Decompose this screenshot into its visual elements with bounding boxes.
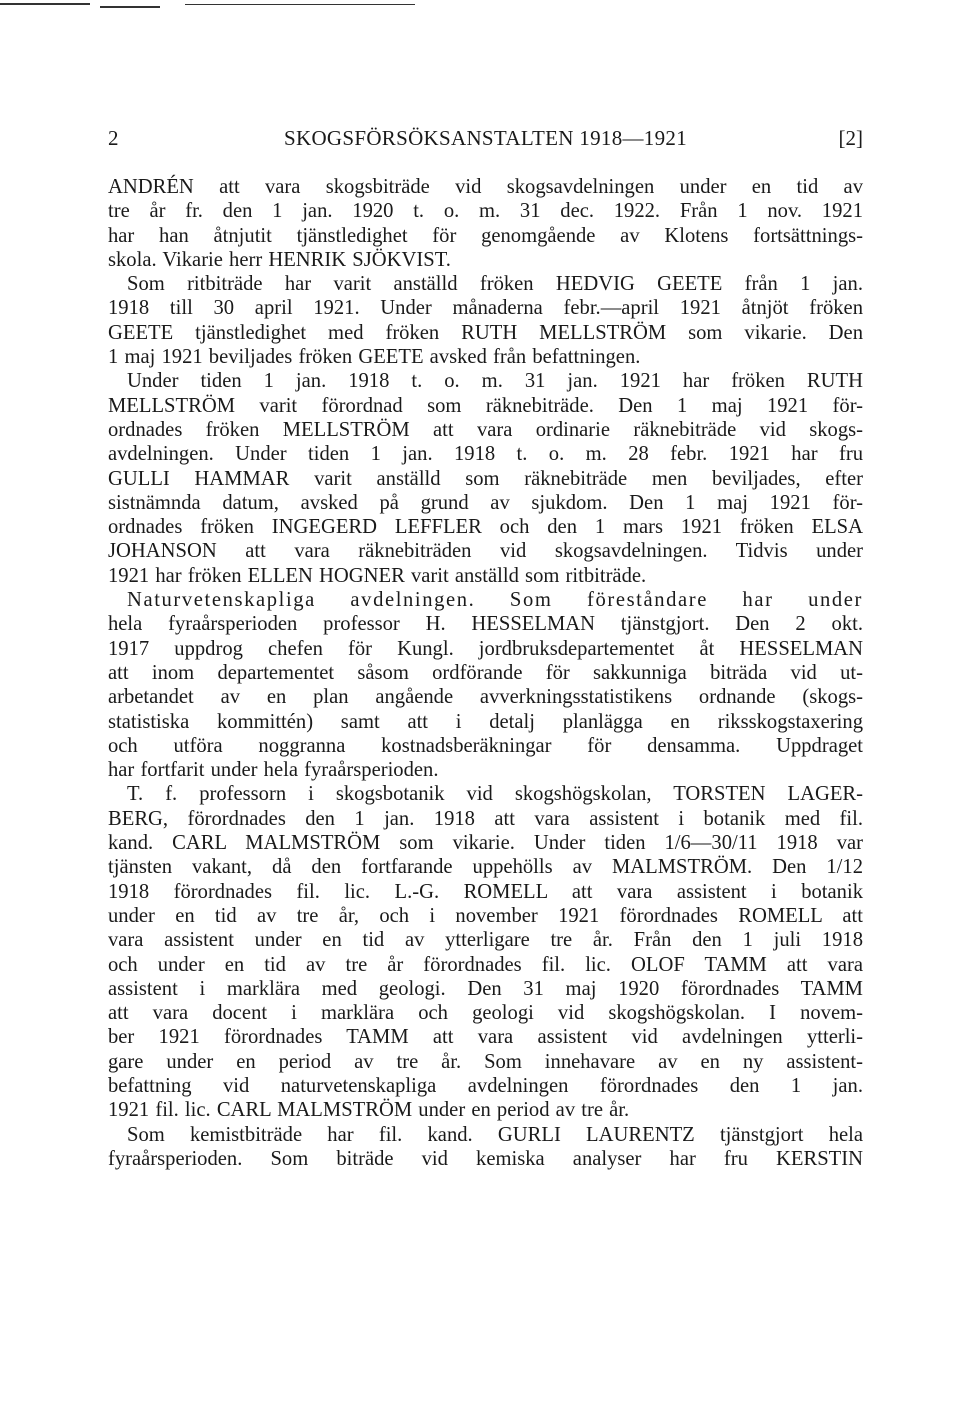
text-line: T. f. professorn i skogsbotanik vid skogshögskolan, TORSTEN LAGER- — [127, 783, 863, 806]
text-line: 1921 har fröken ELLEN HOGNER varit anställd som ritbiträde. — [108, 564, 647, 587]
text-line: 1918 till 30 april 1921. Under månaderna febr.—april 1921 åtnjöt fröken — [108, 297, 863, 320]
body-text — [108, 175, 863, 1171]
text-line: kand. CARL MALMSTRÖM som vikarie. Under tiden 1/6—30/11 1918 var — [108, 832, 863, 855]
running-header — [108, 126, 863, 151]
text-line: har fortfarit under hela fyraårsperioden. — [108, 759, 439, 782]
text-line: GEETE tjänstledighet med fröken RUTH MELLSTRÖM som vikarie. Den — [108, 321, 863, 344]
text-line: Under tiden 1 jan. 1918 t. o. m. 31 jan. 1921 har fröken RUTH — [127, 370, 863, 393]
bracket-number: [2] — [838, 126, 863, 150]
text-line: och utföra noggranna kostnadsberäkningar för densamma. Uppdraget — [108, 734, 863, 757]
text-line: ordnades fröken MELLSTRÖM att vara ordinarie räknebiträde vid skogs- — [108, 418, 863, 441]
text-line: att inom departementet såsom ordförande för sakkunniga biträda vid ut- — [108, 661, 863, 684]
text-line: 1 maj 1921 beviljades fröken GEETE avsked från befattningen. — [108, 346, 641, 369]
text-line: GULLI HAMMAR varit anställd som räknebiträde men beviljades, efter — [108, 467, 863, 490]
text-line: arbetandet av en plan angående avverkningsstatistikens ordnande (skogs- — [108, 686, 863, 709]
text-line: Som kemistbiträde har fil. kand. GURLI LAURENTZ tjänstgjort hela — [127, 1123, 863, 1146]
text-line: och under en tid av tre år förordnades fil. lic. OLOF TAMM att vara — [108, 953, 863, 976]
scan-edge-marks — [0, 0, 960, 12]
text-line: ordnades fröken INGEGERD LEFFLER och den 1 mars 1921 fröken ELSA — [108, 516, 863, 539]
text-line: sistnämnda datum, avsked på grund av sjukdom. Den 1 maj 1921 för- — [108, 491, 863, 514]
text-line: statistiska kommittén) samt att i detalj planlägga en riksskogstaxering — [108, 710, 863, 733]
section-heading-line: Naturvetenskapliga avdelningen. Som föreståndare har under — [127, 589, 863, 612]
text-line: tre år fr. den 1 jan. 1920 t. o. m. 31 dec. 1922. Från 1 nov. 1921 — [108, 200, 863, 223]
text-line: har han åtnjutit tjänstledighet för genomgående av Klotens fortsättnings- — [108, 224, 863, 247]
text-line: Som ritbiträde har varit anställd fröken HEDVIG GEETE från 1 jan. — [127, 273, 863, 296]
text-line: tjänsten vakant, då den fortfarande uppehölls av MALMSTRÖM. Den 1/12 — [108, 856, 863, 879]
text-line: avdelningen. Under tiden 1 jan. 1918 t. o. m. 28 febr. 1921 har fru — [108, 443, 863, 466]
text-line: 1917 uppdrog chefen för Kungl. jordbruksdepartementet åt HESSELMAN — [108, 637, 863, 660]
text-line: ber 1921 förordnades TAMM att vara assistent vid avdelningen ytterli- — [108, 1026, 863, 1049]
text-line: JOHANSON att vara räknebiträden vid skogsavdelningen. Tidvis under — [108, 540, 863, 563]
text-line: gare under en period av tre år. Som innehavare av en ny assistent- — [108, 1050, 863, 1073]
text-line: 1921 fil. lic. CARL MALMSTRÖM under en period av tre år. — [108, 1099, 630, 1122]
text-line: hela fyraårsperioden professor H. HESSELMAN tjänstgjort. Den 2 okt. — [108, 613, 863, 636]
text-line: assistent i marklära med geologi. Den 31 maj 1920 förordnades TAMM — [108, 977, 863, 1000]
text-line: MELLSTRÖM varit förordnad som räknebiträde. Den 1 maj 1921 för- — [108, 394, 863, 417]
text-line: fyraårsperioden. Som biträde vid kemiska analyser har fru KERSTIN — [108, 1147, 863, 1170]
text-line: ANDRÉN att vara skogsbiträde vid skogsavdelningen under en tid av — [108, 176, 863, 198]
text-line: att vara docent i marklära och geologi vid skogshögskolan. I novem- — [108, 1002, 863, 1025]
running-title: SKOGSFÖRSÖKSANSTALTEN 1918—1921 — [284, 126, 687, 150]
text-line: vara assistent under en tid av ytterligare tre år. Från den 1 juli 1918 — [108, 929, 863, 952]
text-line: 1918 förordnades fil. lic. L.-G. ROMELL att vara assistent i botanik — [108, 880, 863, 903]
page — [108, 126, 863, 1171]
text-line: befattning vid naturvetenskapliga avdelningen förordnades den 1 jan. — [108, 1074, 863, 1097]
page-number: 2 — [108, 126, 119, 150]
text-line: BERG, förordnades den 1 jan. 1918 att vara assistent i botanik med fil. — [108, 807, 863, 830]
text-line: under en tid av tre år, och i november 1921 förordnades ROMELL att — [108, 904, 863, 927]
text-line: skola. Vikarie herr HENRIK SJÖKVIST. — [108, 248, 451, 271]
